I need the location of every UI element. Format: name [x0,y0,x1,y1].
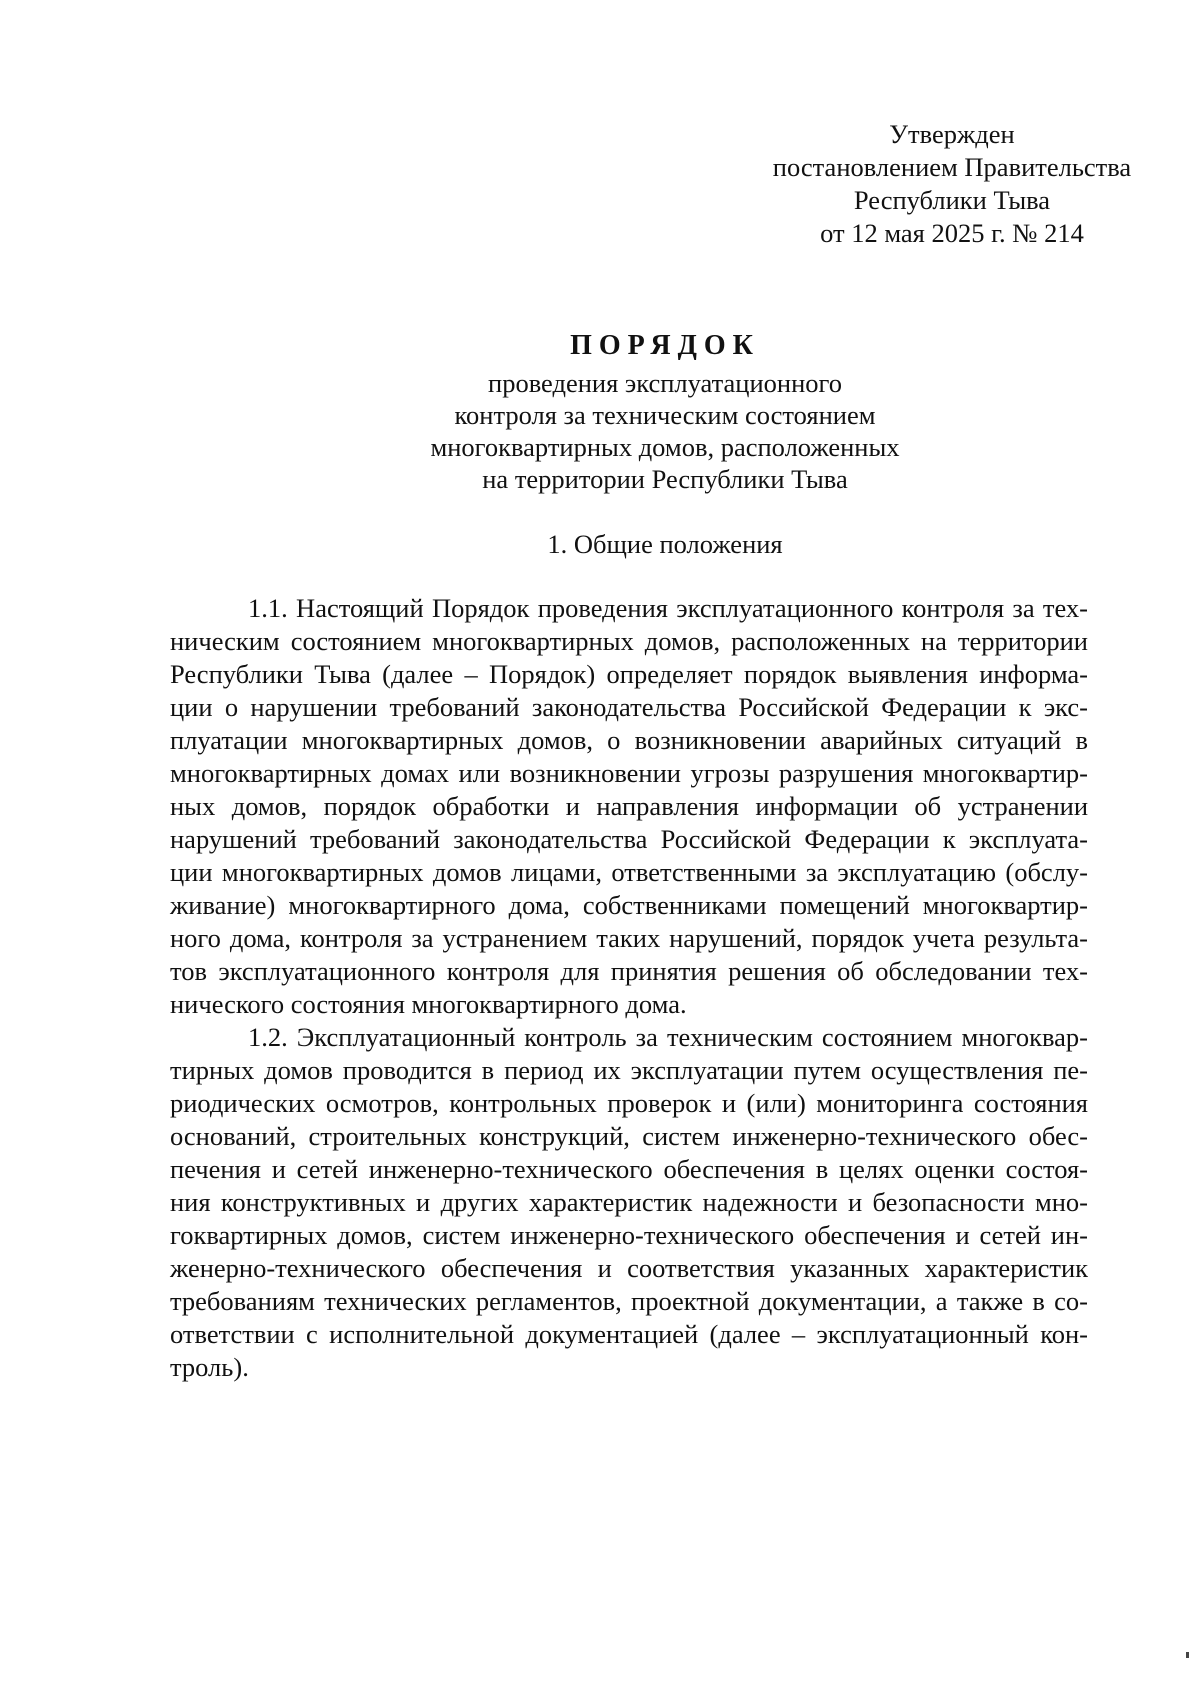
paragraph-line: ных домов, порядок обработки и направления информации об устранении [170,791,1088,821]
section-heading: 1. Общие положения [547,529,783,559]
paragraph-line: ответствии с исполнительной документацией (далее – эксплуатационный кон- [170,1319,1088,1349]
subtitle-line: проведения эксплуатационного [488,368,842,398]
paragraph-1-2 [170,1021,1088,1384]
approval-line-3: Республики Тыва [853,185,1051,215]
paragraph-line: 1.1. Настоящий Порядок проведения эксплуатационного контроля за тех- [248,593,1088,623]
paragraph-line: ции многоквартирных домов лицами, ответственными за эксплуатацию (обслу- [170,857,1088,887]
approval-line-4: от 12 мая 2025 г. № 214 [820,218,1084,248]
paragraph-line: тов эксплуатационного контроля для принятия решения об обследовании тех- [170,956,1088,986]
paragraph-line: многоквартирных домах или возникновении угрозы разрушения многоквартир- [170,758,1088,788]
paragraph-line: гоквартирных домов, систем инженерно-технического обеспечения и сетей ин- [170,1220,1088,1250]
approval-line-2: постановлением Правительства [772,152,1132,182]
paragraph-line: Республики Тыва (далее – Порядок) определяет порядок выявления информа- [170,659,1088,689]
paragraph-line: 1.2. Эксплуатационный контроль за техническим состоянием многоквар- [248,1022,1088,1052]
document-title: ПОРЯДОК [570,330,760,361]
document-title-block [300,328,1030,495]
paragraph-line: нарушений требований законодательства Российской Федерации к эксплуата- [170,824,1088,854]
paragraph-line: живание) многоквартирного дома, собственниками помещений многоквартир- [170,890,1088,920]
paragraph-line: печения и сетей инженерно-технического обеспечения в целях оценки состоя- [170,1154,1088,1184]
paragraph-line: оснований, строительных конструкций, систем инженерно-технического обес- [170,1121,1088,1151]
paragraph-line: ническим состоянием многоквартирных домов, расположенных на территории [170,626,1088,656]
approval-line-1: Утвержден [889,119,1015,149]
subtitle-line: на территории Республики Тыва [482,464,848,494]
paragraph-line: ции о нарушении требований законодательства Российской Федерации к экс- [170,692,1088,722]
approval-stamp-block [752,118,1152,250]
paragraph-line: риодических осмотров, контрольных проверок и (или) мониторинга состояния [170,1088,1088,1118]
paragraph-line: ного дома, контроля за устранением таких нарушений, порядок учета результа- [170,923,1088,953]
document-subtitle [300,367,1030,495]
paragraph-line: женерно-технического обеспечения и соответствия указанных характеристик [170,1253,1088,1283]
paragraph-1-1 [170,592,1088,1021]
paragraph-line: плуатации многоквартирных домов, о возникновении аварийных ситуаций в [170,725,1088,755]
paragraph-line: троль). [170,1352,249,1382]
paragraph-line: тирных домов проводится в период их эксплуатации путем осуществления пе- [170,1055,1088,1085]
subtitle-line: многоквартирных домов, расположенных [430,432,900,462]
scan-artifact-mark [1186,1652,1189,1658]
paragraph-line: нического состояния многоквартирного дома. [170,989,687,1019]
paragraph-line: ния конструктивных и других характеристик надежности и безопасности мно- [170,1187,1088,1217]
paragraph-line: требованиям технических регламентов, проектной документации, а также в со- [170,1286,1088,1316]
document-body [170,592,1088,1384]
subtitle-line: контроля за техническим состоянием [454,400,876,430]
